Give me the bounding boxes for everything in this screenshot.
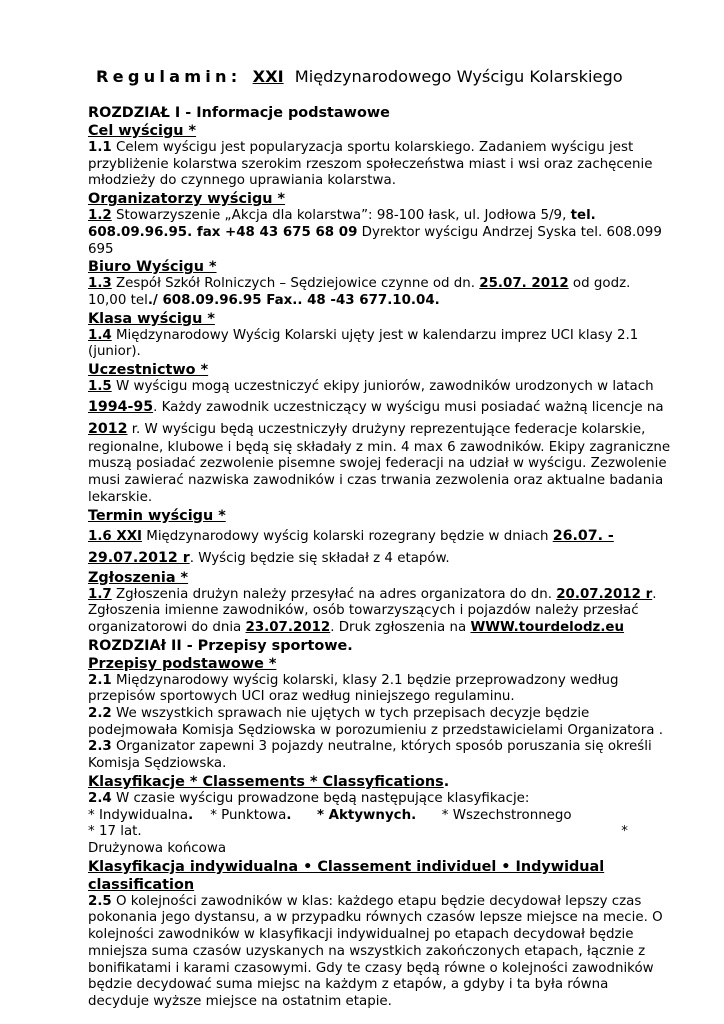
paragraph-number: 1.6 XXI	[88, 528, 143, 544]
office-open-date: 25.07. 2012	[479, 276, 569, 292]
title-edition: XXI	[252, 67, 284, 86]
paragraph-text: Międzynarodowy Wyścig Kolarski ujęty jest w kalendarzu imprez UCI klasy 2.1 (junior).	[88, 327, 639, 360]
paragraph-text: W czasie wyścigu prowadzone będą następujące klasyfikacje:	[111, 790, 530, 806]
paragraph-number: 2.2	[88, 706, 112, 722]
individual-entry-deadline: 23.07.2012	[245, 619, 331, 635]
paragraph-text: . Zgłoszenia imienne zawodników, osób towarzyszących i pojazdów należy przesłać organizatorowi do dnia	[88, 586, 657, 635]
license-year: 2012	[88, 420, 128, 437]
paragraph-2-4	[88, 791, 672, 808]
classification-list: * Indywidualna. * Punktowa. * Aktywnych. * Wszechstronnego	[88, 807, 572, 823]
paragraph-2-2	[88, 706, 672, 739]
paragraph-1-3	[88, 276, 672, 309]
paragraph-number: 1.5	[88, 379, 112, 395]
paragraph-number: 1.4	[88, 327, 112, 343]
office-contact: ./ 608.09.96.95 Fax.. 48 -43 677.10.04.	[147, 292, 440, 308]
paragraph-1-4	[88, 328, 672, 361]
paragraph-text: W wyścigu mogą uczestniczyć ekipy juniorów, zawodników urodzonych w latach	[111, 379, 654, 395]
paragraph-number: 2.4	[88, 790, 112, 806]
chapter-1-heading: ROZDZIAŁ I - Informacje podstawowe	[88, 105, 390, 121]
paragraph-text: Zgłoszenia drużyn należy przesyłać na adres organizatora do dn.	[111, 586, 557, 602]
paragraph-text: We wszystkich sprawach nie ujętych w tych przepisach decyzje będzie podejmowała Komisja Sędziowska w porozumieniu z przedstawicielami Organizatora .	[88, 706, 663, 738]
chapter-2-heading: ROZDZIAł II - Przepisy sportowe.	[88, 637, 353, 654]
website-link[interactable]: WWW.tourdelodz.eu	[470, 619, 625, 635]
paragraph-text: Dyrektor wyścigu Andrzej Syska tel. 608.099 695	[88, 224, 662, 257]
paragraph-text: Międzynarodowy wyścig kolarski, klasy 2.1 będzie przeprowadzony według przepisów sportowych UCI oraz według niniejszego regulaminu.	[88, 672, 619, 705]
paragraph-1-2	[88, 208, 672, 258]
paragraph-2-5	[88, 894, 672, 1011]
paragraph-1-1	[88, 140, 672, 190]
paragraph-2-3	[88, 739, 672, 772]
paragraph-1-5	[88, 379, 672, 507]
paragraph-text: Organizator zapewni 3 pojazdy neutralne, których sposób poruszania się określi Komisja Sędziowska.	[88, 739, 652, 772]
paragraph-text: Celem wyścigu jest popularyzacja sportu kolarskiego. Zadaniem wyścigu jest przybliżenie kolarstwa szerokim rzeszom społeczeństwa miast i wsi oraz zachęcenie młodzieży do czynnego uprawiania kolarstwa.	[88, 140, 653, 189]
title-regulamin: Regulamin:	[96, 67, 242, 86]
section-biuro-heading: Biuro Wyścigu *	[88, 259, 217, 276]
title-event-name: Międzynarodowego Wyścigu Kolarskiego	[294, 67, 623, 86]
paragraph-number: 1.7	[88, 586, 112, 602]
klasyfikacje-heading-text: Klasyfikacje * Classements * Classyfications	[88, 773, 444, 790]
classification-star: *	[621, 824, 628, 840]
classification-item: * 17 lat.	[88, 824, 142, 840]
paragraph-number: 2.3	[88, 739, 112, 755]
paragraph-text: Stowarzyszenie „Akcja dla kolarstwa”: 98-100 łask, ul. Jodłowa 5/9,	[111, 208, 571, 224]
section-termin-heading: Termin wyścigu *	[88, 507, 226, 524]
paragraph-number: 2.5	[88, 893, 112, 909]
classification-item: * Aktywnych	[316, 807, 412, 823]
contact-phone-fax: tel. 608.09.96.95. fax +48 43 675 68 09	[88, 208, 596, 240]
document-page	[88, 66, 672, 1011]
section-organizatorzy-heading: Organizatorzy wyścigu *	[88, 191, 286, 208]
paragraph-1-6	[88, 525, 672, 569]
paragraph-text: . Każdy zawodnik uczestniczący w wyścigu musi posiadać ważną licencje na	[153, 399, 664, 415]
paragraph-text: od godz. 10,00 tel	[88, 276, 631, 308]
team-entry-deadline: 20.07.2012 r	[556, 586, 653, 602]
klasyfikacje-heading-dot: .	[443, 773, 450, 790]
paragraph-number: 2.1	[88, 672, 112, 688]
classification-list	[88, 824, 672, 841]
paragraph-number: 1.3	[88, 276, 112, 292]
paragraph-number: 1.2	[88, 208, 112, 224]
paragraph-text: Zespół Szkół Rolniczych – Sędziejowice czynne od dn.	[111, 276, 480, 292]
classification-item: * Indywidualna	[88, 807, 189, 823]
paragraph-text: . Wyścig będzie się składał z 4 etapów.	[189, 550, 450, 566]
paragraph-1-7	[88, 587, 672, 637]
paragraph-2-1	[88, 673, 672, 706]
classification-item: * Punktowa	[210, 807, 287, 823]
section-cel-heading: Cel wyścigu *	[88, 123, 197, 139]
section-uczestnictwo-heading: Uczestnictwo *	[88, 362, 209, 379]
paragraph-text: O kolejności zawodników w klas: każdego etapu będzie decydował lepszy czas pokonania jego dystansu, a w przypadku równych czasów lepsze miejsce na mecie. O kolejności zawodników w klasyfikacji indywidualnej po etapach decydował będzie mniejsza suma czasów uzyskanych na wszystkich zakończonych etapach, łącznie z bonifikatami i karami czasowymi. Gdy te czasy będą równe o kolejności zawodników będzie decydować suma miejsc na każdym z etapów, a gdyby i ta była równa decyduje wyższe miejsce na ostatnim etapie.	[88, 893, 663, 1009]
section-indywidualna-heading: Klasyfikacja indywidualna • Classement individuel • Indywidual classification	[88, 858, 605, 893]
section-klasyfikacje-heading	[88, 773, 672, 791]
document-title	[96, 66, 672, 88]
birth-years: 1994-95	[88, 398, 154, 415]
section-przepisy-heading: Przepisy podstawowe *	[88, 655, 277, 672]
paragraph-text: . Druk zgłoszenia na	[330, 619, 471, 635]
section-klasa-heading: Klasa wyścigu *	[88, 310, 215, 327]
paragraph-number: 1.1	[88, 140, 112, 155]
classification-item: * Wszechstronnego	[441, 807, 572, 823]
paragraph-text: r. W wyścigu będą uczestniczyły drużyny reprezentujące federacje kolarskie, regionalne, klubowe i będą się składały z min. 4 max 6 zawodników. Ekipy zagraniczne muszą posiadać zezwolenie pisemne swojej federacji na udział w wyścigu. Zezwolenie musi zawierać nazwiska zawodników i czas trwania zezwolenia oraz aktualne badania lekarskie.	[88, 421, 671, 505]
section-zgloszenia-heading: Zgłoszenia *	[88, 569, 189, 586]
race-dates: 26.07. - 29.07.2012 r	[88, 527, 614, 566]
paragraph-text: Międzynarodowy wyścig kolarski rozegrany będzie w dniach	[142, 528, 553, 544]
classification-item: Drużynowa końcowa	[88, 840, 227, 856]
